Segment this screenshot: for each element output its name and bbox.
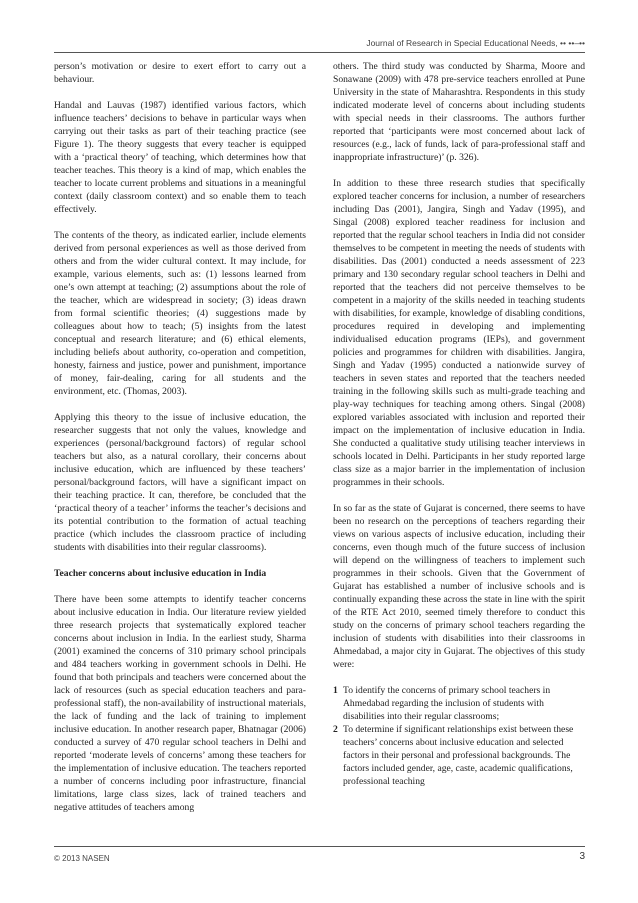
- paragraph: There have been some attempts to identify teacher concerns about inclusive education in India. Our literature review yielded three research projects that systematically explored teacher concerns about inclusion in India. In the earliest study, Sharma (2001) examined the concerns of 310 primary school principals and 484 teachers working in government schools in Delhi. He found that both principals and teachers were concerned about the lack of resources (such as special education teachers and para-professional staff), the non-availability of instructional materials, the lack of funding and the lack of training to implement inclusive education. In another research paper, Bhatnagar (2006) conducted a survey of 470 regular school teachers in Delhi and reported ‘moderate levels of concerns’ among these teachers for the implementation of inclusive education. The teachers reported a number of concerns including poor infrastructure, financial limitations, large class sizes, lack of trained teachers and negative attitudes of teachers among: [54, 594, 306, 813]
- objective-item: [333, 684, 585, 723]
- paragraph: Applying this theory to the issue of inclusive education, the researcher suggests that not only the values, knowledge and experiences (personal/background factors) of regular school teachers but also, as a natural corollary, their concerns about inclusive education, which are influenced by these teachers’ personal/background factors, will have a significant impact on their teaching practice. It can, therefore, be concluded that the ‘practical theory of a teacher’ informs the teacher’s decisions and its potential contribution to the formation of actual teaching practice (which includes the classroom practice of including students with disabilities into their regular classrooms).: [54, 412, 306, 553]
- left-column: [54, 60, 306, 814]
- objectives-list: [333, 684, 585, 788]
- right-column: [333, 60, 585, 788]
- objective-text: To determine if significant relationships exist between these teachers’ concerns about inclusive education and selected factors in their personal and professional backgrounds. The factors included gender, age, caste, academic qualifications, professional teaching: [343, 724, 574, 787]
- running-head-journal-title: Journal of Research in Special Educational Needs, •• ••–••: [366, 38, 585, 48]
- paragraph: In so far as the state of Gujarat is concerned, there seems to have been no research on the perceptions of teachers regarding their views on various aspects of inclusive education, including their concerns, even though much of the future success of inclusion will depend on the willingness of teachers to implement such programmes in their schools. Given that the Government of Gujarat has established a number of inclusive schools and is continually expanding these across the state in line with the spirit of the RTE Act 2010, seemed timely therefore to conduct this study on the concerns of primary school teachers regarding the inclusion of students with disabilities into their classrooms in Ahmedabad, a major city in Gujarat. The objectives of this study were:: [333, 503, 585, 670]
- paragraph: In addition to these three research studies that specifically explored teacher concerns for inclusion, a number of researchers including Das (2001), Jangira, Singh and Yadav (1995), and Singal (2008) explored teacher readiness for inclusion and reported that the regular school teachers in India did not consider themselves to be competent in meeting the needs of students with disabilities. Das (2001) conducted a needs assessment of 223 primary and 130 secondary regular school teachers in Delhi and reported that the teachers did not perceive themselves to be competent in a majority of the skills needed in teaching students with disabilities, for example, knowledge of disabling conditions, procedures required in developing and implementing individualised education programs (IEPs), and government policies and programmes for children with disabilities. Jangira, Singh and Yadav (1995) conducted a nationwide survey of teachers in seven states and reported that the teachers needed training in the following skills such as multi-grade teaching and play-way techniques for teaching among others. Singal (2008) explored variables associated with inclusion and reported their impact on the implementation of inclusive education in India. She conducted a qualitative study utilising teacher interviews in schools located in Delhi. Participants in her study reported large class size as a major barrier in the implementation of inclusion programmes in their schools.: [333, 178, 585, 488]
- objective-item: [333, 723, 585, 788]
- paragraph: Handal and Lauvas (1987) identified various factors, which influence teachers’ decisions to behave in particular ways when carrying out their tasks as part of their teaching practice (see Figure 1). The theory suggests that every teacher is equipped with a ‘practical theory’ of teaching, which determines how that teacher teaches. This theory is a kind of map, which enables the teacher to locate current problems and situations in a meaningful context (daily classroom context) and so enable them to teach effectively.: [54, 100, 306, 215]
- page-number: 3: [579, 851, 585, 862]
- objective-text: To identify the concerns of primary school teachers in Ahmedabad regarding the inclusion of students with disabilities into their regular classrooms;: [343, 685, 551, 722]
- paragraph: others. The third study was conducted by Sharma, Moore and Sonawane (2009) with 478 pre-service teachers enrolled at Pune University in the state of Maharashtra. Respondents in this study indicated moderate level of concerns about including students with special needs in their classrooms. The authors further reported that ‘participants were most concerned about lack of resources (e.g., lack of funds, lack of para-professional staff and inappropriate infrastructure)’ (p. 326).: [333, 61, 585, 163]
- paragraph: The contents of the theory, as indicated earlier, include elements derived from personal experiences as well as those derived from others and from the wider cultural context. It may include, for example, various elements, such as: (1) lessons learned from one’s own attempt at teaching; (2) assumptions about the role of the teacher, which are widespread in society; (3) ideas drawn from formal scientific theories; (4) suggestions made by colleagues about how to teach; (5) insights from the latest conceptual and research literature; and (6) ethical elements, including beliefs about authority, co-operation and competition, honesty, fairness and justice, power and punishment, importance of money, fair-dealing, caring for all students and the environment, etc. (Thomas, 2003).: [54, 230, 306, 397]
- objective-number: 1: [333, 685, 338, 696]
- copyright-notice: © 2013 NASEN: [54, 854, 110, 863]
- section-heading: Teacher concerns about inclusive education in India: [54, 568, 267, 579]
- paragraph: person’s motivation or desire to exert effort to carry out a behaviour.: [54, 61, 306, 85]
- footer-rule: [54, 846, 585, 847]
- objective-number: 2: [333, 724, 338, 735]
- header-rule: [54, 52, 585, 53]
